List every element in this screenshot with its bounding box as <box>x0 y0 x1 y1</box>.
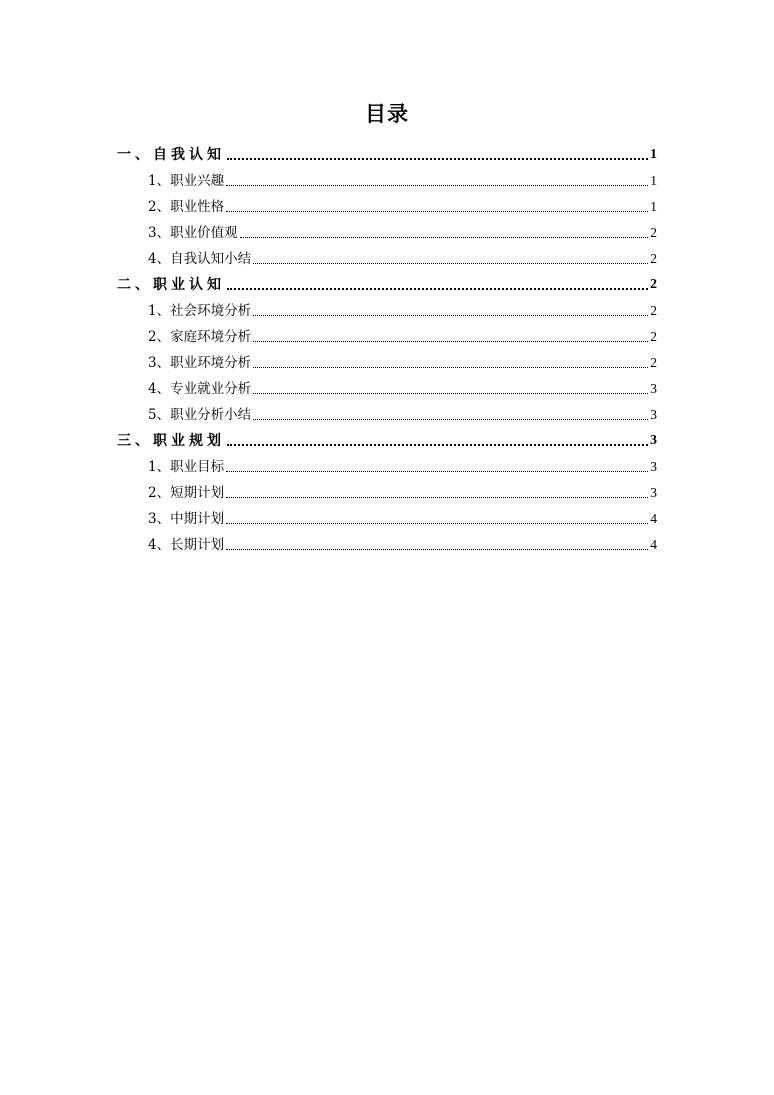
toc-entry-page-number: 3 <box>650 485 657 500</box>
toc-entry-career-analysis-summary[interactable] <box>117 399 657 425</box>
toc-entry-social-environment[interactable] <box>117 295 657 321</box>
toc-entry-label: 二、职业认知 <box>117 277 225 293</box>
dot-leader <box>226 497 648 498</box>
toc-entry-page-number: 3 <box>650 407 657 422</box>
dot-leader <box>226 211 648 212</box>
toc-entry-section-2[interactable] <box>117 269 657 295</box>
toc-entry-career-environment[interactable] <box>117 347 657 373</box>
toc-entry-page-number: 3 <box>650 381 657 396</box>
toc-entry-label: 3、中期计划 <box>148 511 225 527</box>
toc-entry-label: 2、家庭环境分析 <box>148 329 252 345</box>
toc-entry-label: 1、社会环境分析 <box>148 303 252 319</box>
toc-entry-short-term-plan[interactable] <box>117 477 657 503</box>
toc-entry-label: 4、专业就业分析 <box>148 381 252 397</box>
toc-entry-label: 1、职业兴趣 <box>148 173 225 189</box>
table-of-contents <box>117 139 657 555</box>
toc-entry-label: 3、职业环境分析 <box>148 355 252 371</box>
dot-leader <box>226 185 648 186</box>
toc-entry-label: 5、职业分析小结 <box>148 407 252 423</box>
toc-entry-page-number: 2 <box>650 329 657 344</box>
toc-entry-label: 4、长期计划 <box>148 537 225 553</box>
dot-leader <box>226 523 648 524</box>
toc-entry-page-number: 4 <box>650 537 657 552</box>
toc-entry-label: 三、职业规划 <box>117 433 225 449</box>
toc-entry-page-number: 1 <box>650 199 657 214</box>
toc-title: 目录 <box>365 101 409 126</box>
toc-entry-family-environment[interactable] <box>117 321 657 347</box>
toc-entry-page-number: 3 <box>650 459 657 474</box>
dot-leader <box>253 315 648 316</box>
toc-entry-page-number: 4 <box>650 511 657 526</box>
dot-leader <box>253 341 648 342</box>
dot-leader <box>227 288 648 290</box>
toc-entry-page-number: 2 <box>650 355 657 370</box>
toc-entry-page-number: 2 <box>650 225 657 240</box>
toc-entry-label: 一、自我认知 <box>117 147 225 163</box>
toc-entry-label: 2、短期计划 <box>148 485 225 501</box>
dot-leader <box>240 237 649 238</box>
toc-entry-label: 2、职业性格 <box>148 199 225 215</box>
toc-entry-major-employment[interactable] <box>117 373 657 399</box>
dot-leader <box>253 419 648 420</box>
toc-entry-career-personality[interactable] <box>117 191 657 217</box>
toc-entry-self-awareness-summary[interactable] <box>117 243 657 269</box>
toc-entry-career-goal[interactable] <box>117 451 657 477</box>
toc-entry-section-3[interactable] <box>117 425 657 451</box>
dot-leader <box>226 549 648 550</box>
toc-entry-page-number: 2 <box>650 303 657 318</box>
dot-leader <box>253 263 648 264</box>
toc-entry-page-number: 1 <box>650 147 657 162</box>
toc-entry-section-1[interactable] <box>117 139 657 165</box>
toc-entry-page-number: 2 <box>650 277 657 292</box>
toc-entry-page-number: 2 <box>650 251 657 266</box>
dot-leader <box>227 158 648 160</box>
toc-entry-long-term-plan[interactable] <box>117 529 657 555</box>
toc-entry-label: 1、职业目标 <box>148 459 225 475</box>
toc-entry-career-interest[interactable] <box>117 165 657 191</box>
dot-leader <box>227 444 648 446</box>
dot-leader <box>226 471 648 472</box>
dot-leader <box>253 393 648 394</box>
toc-entry-page-number: 3 <box>650 433 657 448</box>
toc-entry-label: 4、自我认知小结 <box>148 251 252 267</box>
dot-leader <box>253 367 648 368</box>
toc-entry-career-values[interactable] <box>117 217 657 243</box>
toc-entry-label: 3、职业价值观 <box>148 225 238 241</box>
toc-entry-page-number: 1 <box>650 173 657 188</box>
toc-entry-mid-term-plan[interactable] <box>117 503 657 529</box>
